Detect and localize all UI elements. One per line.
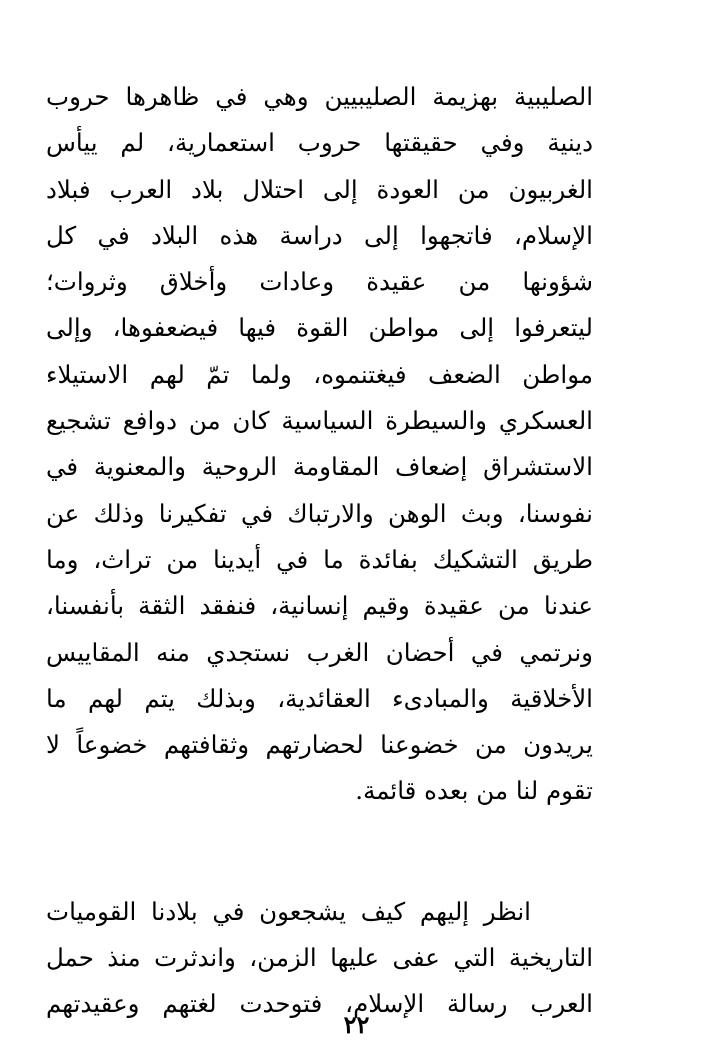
text-line: طريق التشكيك بفائدة ما في أيدينا من تراث، وما [46,544,593,574]
text-line: ليتعرفوا إلى مواطن القوة فيها فيضعفوها، وإلى [46,313,593,343]
text-line: الغربيون من العودة إلى احتلال بلاد العرب فبلاد [46,174,593,204]
text-line: دينية وفي حقيقتها حروب استعمارية، لم ييأس [46,128,593,158]
paragraph-1 [46,74,593,815]
text-line: تقوم لنا من بعده قائمة. [355,776,593,806]
paragraph-2 [46,889,593,1028]
text-line: الاستشراق إضعاف المقاومة الروحية والمعنوية في [46,452,593,482]
paragraph-gap [46,815,593,889]
page-number: ٢٢ [343,1010,370,1039]
text-line: نفوسنا، وبث الوهن والارتباك في تفكيرنا وذلك عن [46,498,593,528]
text-line: انظر إليهم كيف يشجعون في بلادنا القوميات [46,896,531,926]
text-line: التاريخية التي عفى عليها الزمن، واندثرت منذ حمل [46,943,593,973]
page-body [46,74,593,1028]
text-line: شؤونها من عقيدة وعادات وأخلاق وثروات؛ [46,267,593,297]
text-line: العرب رسالة الإسلام، فتوحدت لغتهم وعقيدتهم [46,989,593,1019]
text-line: الإسلام، فاتجهوا إلى دراسة هذه البلاد في كل [46,220,593,250]
text-line: العسكري والسيطرة السياسية كان من دوافع تشجيع [46,406,593,436]
text-line: ونرتمي في أحضان الغرب نستجدي منه المقاييس [46,637,593,667]
text-line: مواطن الضعف فيغتنموه، ولما تمّ لهم الاستيلاء [46,359,593,389]
text-line: يريدون من خضوعنا لحضارتهم وثقافتهم خضوعاً لا [46,730,593,760]
text-line: الصليبية بهزيمة الصليبيين وهي في ظاهرها حروب [46,82,593,111]
text-line: عندنا من عقيدة وقيم إنسانية، فنفقد الثقة بأنفسنا، [46,591,593,621]
text-line: الأخلاقية والمبادىء العقائدية، وبذلك يتم لهم ما [46,683,593,713]
